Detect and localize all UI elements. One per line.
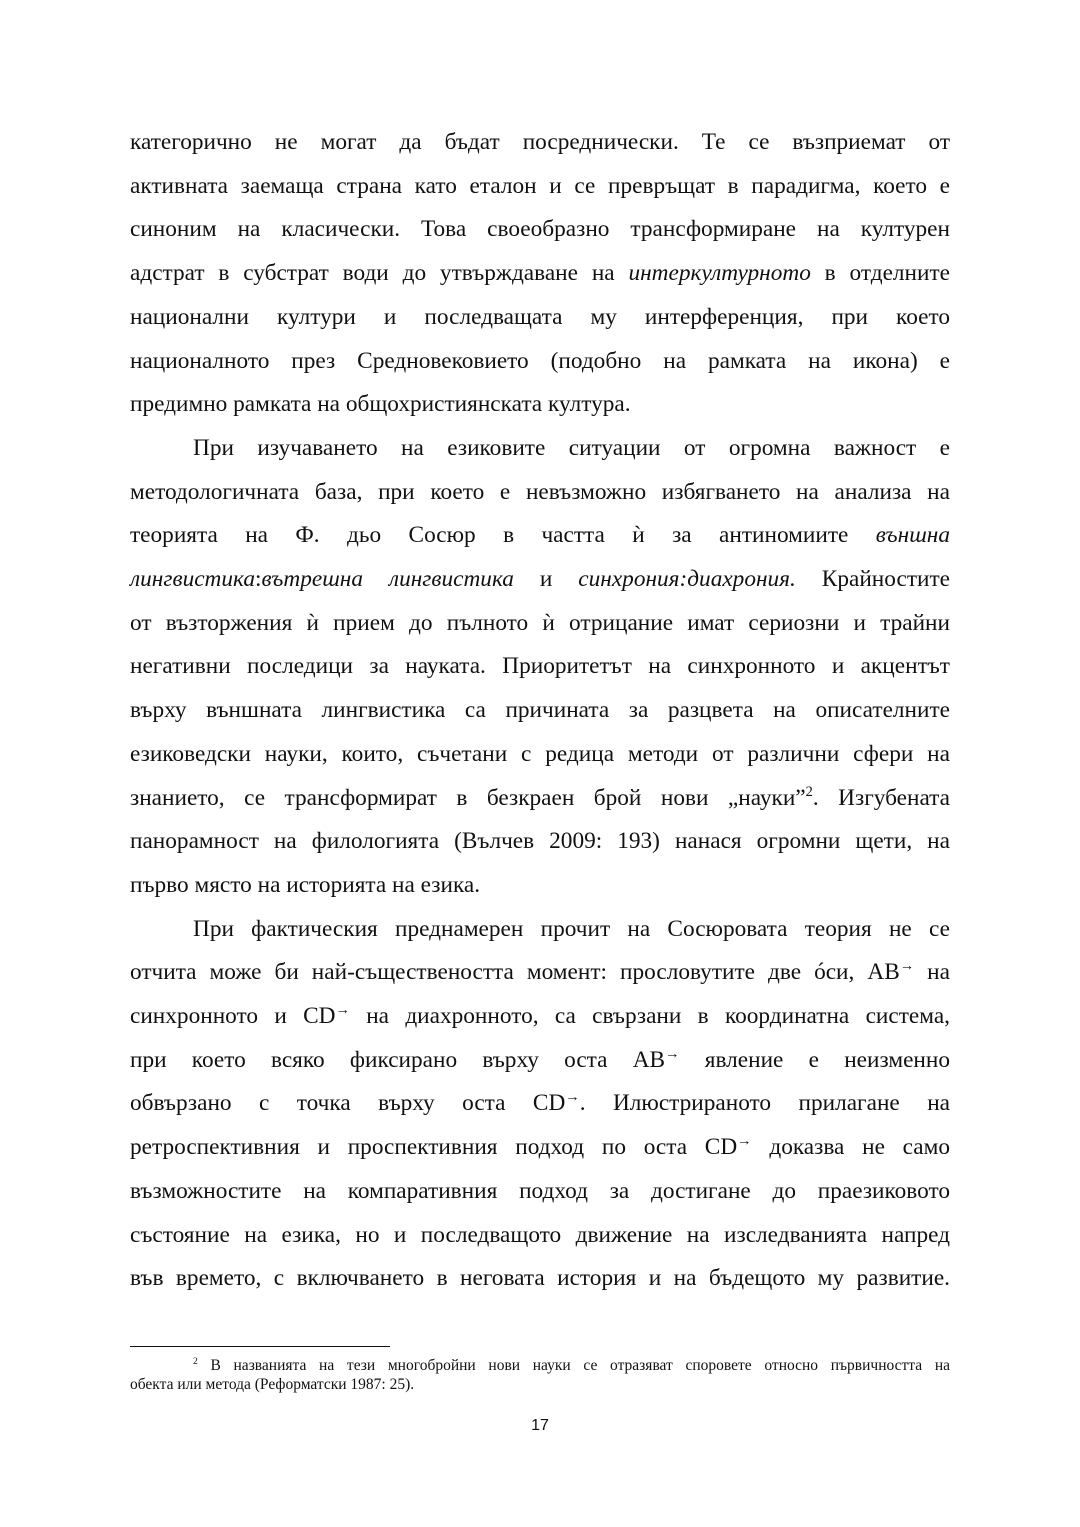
paragraph-2	[130, 427, 950, 908]
footnote-reference: 2	[805, 783, 813, 800]
text-line: ретроспективния и проспективния подход по оста CD→ доказва не само	[130, 1133, 950, 1161]
text-line: При изучаването на езиковите ситуации от огромна важност е	[193, 434, 950, 461]
footnote-line: $^2$ В названията на тези многобройни нови науки се отразяват споровете относно първичността на	[193, 1355, 950, 1374]
vector-arrow: →	[899, 958, 915, 975]
footnote	[130, 1356, 950, 1394]
text-line: теорията на Ф. дьо Сосюр в частта ѝ за антиномиите външна	[130, 522, 950, 549]
text-line: отчита може би най-съществеността момент: прословутите две óси, AB→ на	[130, 958, 950, 986]
text-line: езиковедски науки, които, съчетани с редица методи от различни сфери на	[130, 740, 950, 767]
text-line: националното през Средновековието (подобно на рамката на икона) е	[130, 347, 950, 374]
text-line: категорично не могат да бъдат посреднически. Те се възприемат от	[130, 129, 950, 155]
text-line: при което всяко фиксирано върху оста AB→ явление е неизменно	[130, 1046, 951, 1073]
text-line: негативни последици за науката. Приоритетът на синхронното и акцентът	[130, 653, 950, 680]
text-line: синоним на класически. Това своеобразно трансформиране на културен	[130, 216, 950, 243]
text-line: знанието, се трансформират в безкраен брой нови „науки”$^2$. Изгубената	[130, 783, 950, 811]
page-number: 17	[531, 1417, 549, 1434]
text-line: методологичната база, при което е невъзможно избягването на анализа на	[130, 478, 950, 505]
text-line: При фактическия преднамерен прочит на Сосюровата теория не се	[193, 915, 950, 942]
text-line: възможностите на компаративния подход за достигане до праезиковото	[130, 1177, 950, 1204]
text-line: предимно рамката на общохристиянската култура.	[130, 391, 631, 418]
text-line: лингвистика:вътрешна лингвистика и синхрония:диахрония. Крайностите	[130, 566, 950, 593]
vector-arrow: →	[335, 1002, 350, 1019]
text-line: адстрат в субстрат води до утвърждаване на интеркултурното в отделните	[130, 260, 950, 287]
text-line: във времето, с включването в неговата история и на бъдещото му развитие.	[130, 1265, 950, 1292]
text-line: активната заемаща страна като еталон и се превръщат в парадигма, което е	[130, 172, 950, 199]
footnote-marker: 2	[193, 1355, 198, 1367]
text-line: синхронното и CD→ на диахронното, са свързани в координатна система,	[130, 1002, 950, 1030]
vector-arrow: →	[565, 1089, 580, 1106]
vector-arrow: →	[737, 1133, 752, 1150]
footnote-line: обекта или метода (Реформатски 1987: 25).	[130, 1376, 415, 1393]
text-line: национални култури и последващата му интерференция, при което	[130, 303, 950, 330]
vector-arrow: →	[665, 1046, 680, 1062]
text-line: от възторжения ѝ прием до пълното ѝ отрицание имат сериозни и трайни	[130, 609, 950, 636]
paragraph-3	[130, 908, 950, 1301]
text-line: върху външната лингвистика са причината за разцвета на описателните	[130, 697, 950, 724]
text-line: обвързано с точка върху оста CD→. Илюстрираното прилагане на	[130, 1089, 950, 1117]
text-line: състояние на езика, но и последващото движение на изследванията напред	[130, 1221, 950, 1248]
footnote-separator	[130, 1346, 390, 1347]
paragraph-1	[130, 121, 950, 427]
page-body	[130, 121, 950, 1301]
text-line: панорамност на филологията (Вълчев 2009: 193) нанася огромни щети, на	[130, 828, 950, 855]
text-line: първо място на историята на езика.	[130, 871, 481, 898]
